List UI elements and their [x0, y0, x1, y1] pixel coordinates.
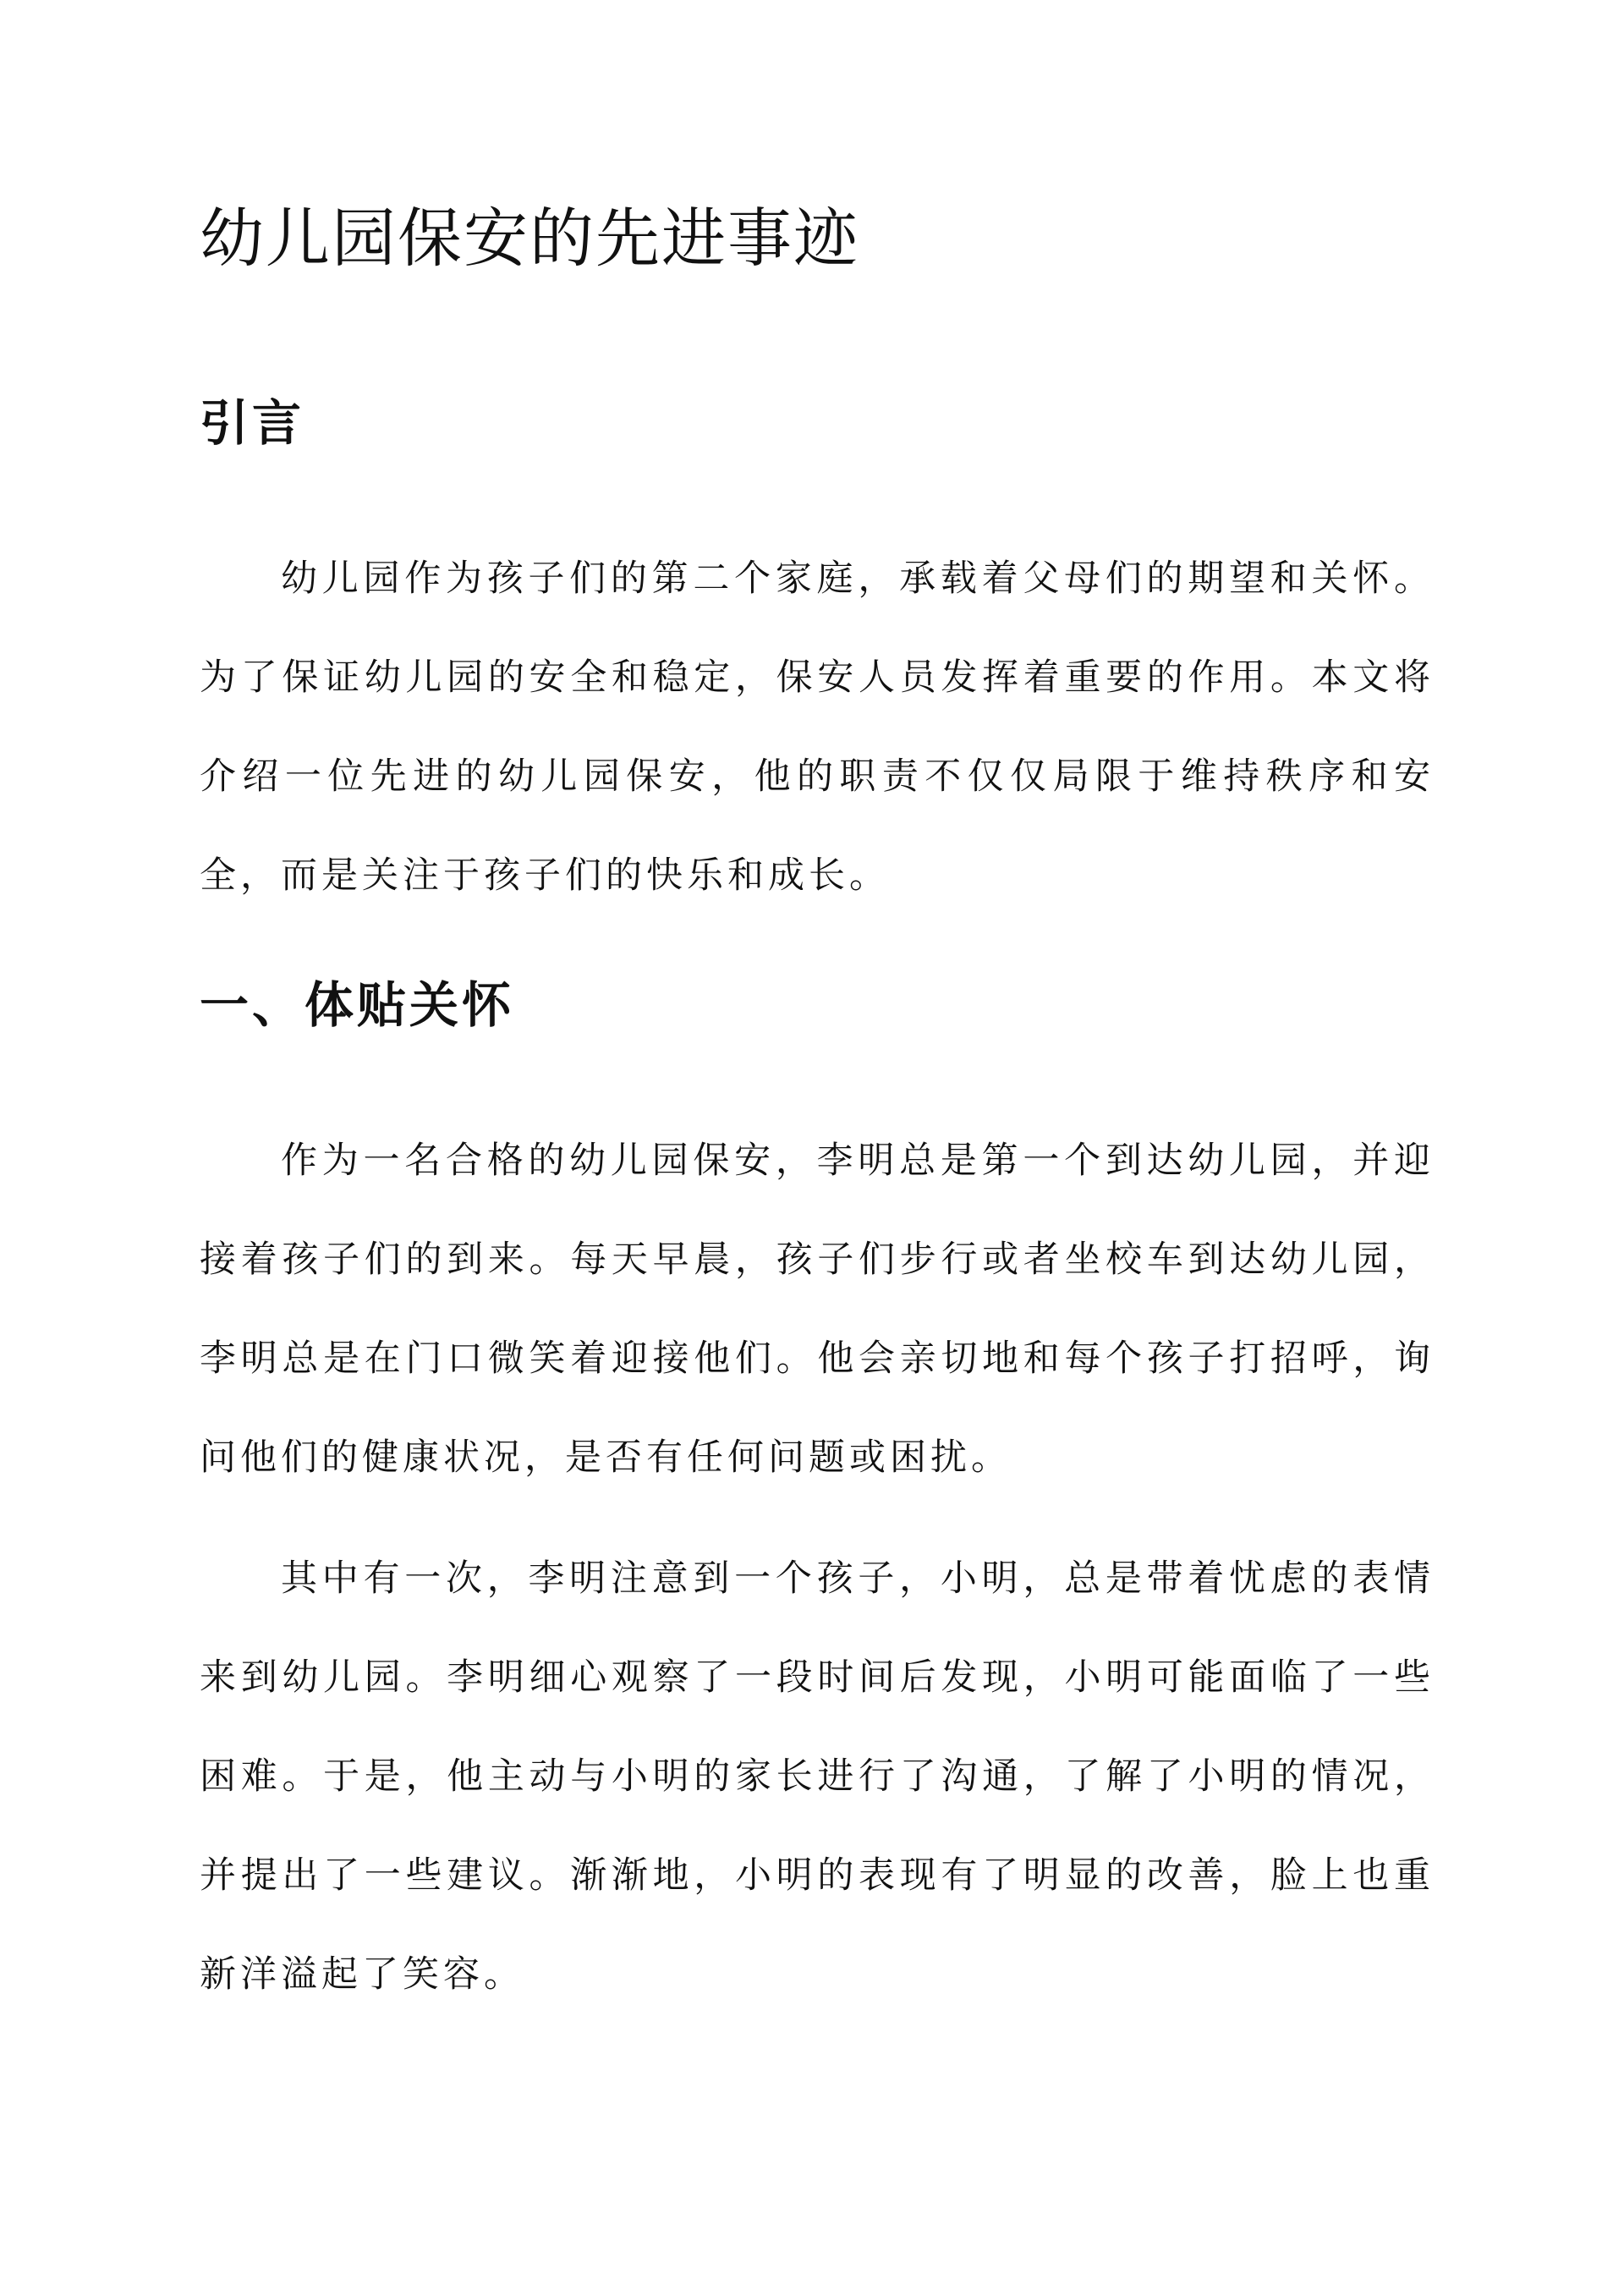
paragraph-caring-greeting: 作为一名合格的幼儿园保安，李明总是第一个到达幼儿园，并迎接着孩子们的到来。每天早晨，孩子们步行或者坐校车到达幼儿园，李明总是在门口微笑着迎接他们。他会亲切地和每个孩子打招呼，询问他们的健康状况，是否有任何问题或困扰。 — [200, 1140, 1435, 1479]
section-heading-introduction: 引言 — [200, 394, 305, 452]
section-heading-caring: 一、体贴关怀 — [200, 976, 515, 1034]
paragraph-introduction: 幼儿园作为孩子们的第二个家庭，承载着父母们的期望和关怀。为了保证幼儿园的安全和稳定，保安人员发挥着重要的作用。本文将介绍一位先进的幼儿园保安，他的职责不仅仅局限于维持秩序和安全，而是关注于孩子们的快乐和成长。 — [200, 558, 1435, 897]
paragraph-caring-xiaoming: 其中有一次，李明注意到一个孩子，小明，总是带着忧虑的表情来到幼儿园。李明细心观察了一段时间后发现，小明可能面临了一些困难。于是，他主动与小明的家长进行了沟通，了解了小明的情况，并提出了一些建议。渐渐地，小明的表现有了明显的改善，脸上也重新洋溢起了笑容。 — [200, 1557, 1435, 1996]
document-title: 幼儿园保安的先进事迹 — [200, 200, 859, 276]
